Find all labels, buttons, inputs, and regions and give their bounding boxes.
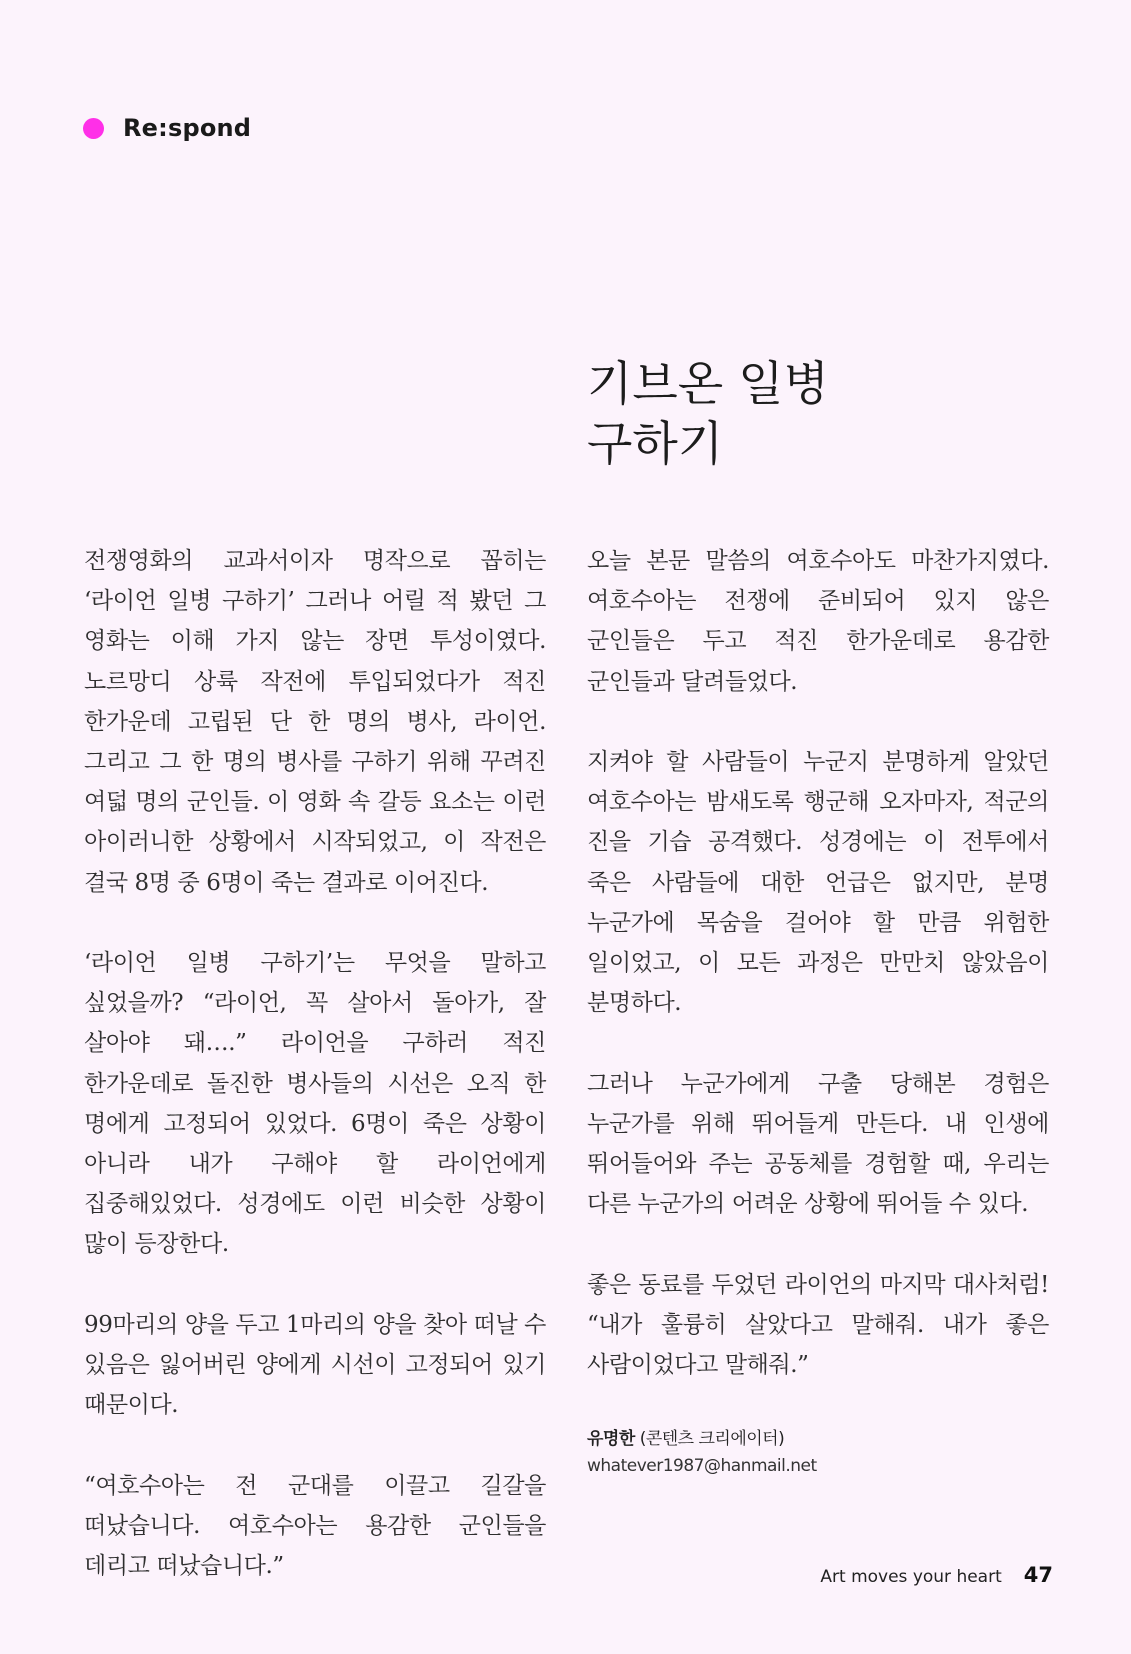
author-line (587, 1425, 1049, 1453)
body-paragraph: 오늘 본문 말씀의 여호수아도 마찬가지였다. 여호수아는 전쟁에 준비되어 있지 않은 군인들은 두고 적진 한가운데로 용감한 군인들과 달려들었다. (587, 548, 1049, 695)
author-role: (콘텐츠 크리에이터) (639, 1429, 785, 1450)
body-quote: “여호수아는 전 군대를 이끌고 길갈을 떠났습니다. 여호수아는 용감한 군인들을 데리고 떠났습니다.” (84, 1472, 546, 1580)
article-left-column (84, 541, 546, 1586)
author-name: 유명한 (587, 1429, 635, 1450)
body-paragraph: ‘라이언 일병 구하기’는 무엇을 말하고 싶었을까? “라이언, 꼭 살아서 돌아가, 잘 살아야 돼….” 라이언을 구하러 적진 한가운데로 돌진한 병사들의 시선은 오직 한 명에게 고정되어 있었다. 6명이 죽은 상황이 아니라 내가 구해야 할 라이언에게 집중해있었다. 성경에도 이런 비슷한 상황이 많이 등장한다. (84, 950, 546, 1258)
section-tag (83, 114, 251, 142)
author-byline (587, 1425, 1049, 1479)
body-paragraph: 지켜야 할 사람들이 누군지 분명하게 알았던 여호수아는 밤새도록 행군해 오자마자, 적군의 진을 기습 공격했다. 성경에는 이 전투에서 죽은 사람들에 대한 언급은 없지만, 분명 누군가에 목숨을 걸어야 할 만큼 위험한 일이었고, 이 모든 과정은 만만치 않았음이 분명하다. (587, 749, 1049, 1017)
author-email: whatever1987@hanmail.net (587, 1456, 817, 1477)
page-footer (820, 1563, 1053, 1587)
body-paragraph: 좋은 동료를 두었던 라이언의 마지막 대사처럼! “내가 훌륭히 살았다고 말해줘. 내가 좋은 사람이었다고 말해줘.” (587, 1271, 1049, 1379)
footer-tagline: Art moves your heart (820, 1567, 1002, 1587)
article-title-line-2: 구하기 (587, 417, 724, 472)
article-title (587, 355, 829, 475)
section-dot-icon (83, 118, 104, 139)
section-label: Re:spond (123, 114, 252, 142)
body-paragraph: 그러나 누군가에게 구출 당해본 경험은 누군가를 위해 뛰어들게 만든다. 내 인생에 뛰어들어와 주는 공동체를 경험할 때, 우리는 다른 누군가의 어려운 상황에 뛰어들 수 있다. (587, 1070, 1049, 1218)
page-number: 47 (1023, 1563, 1053, 1587)
article-right-column (587, 541, 1049, 1479)
article-title-line-1: 기브온 일병 (587, 357, 829, 412)
body-paragraph: 전쟁영화의 교과서이자 명작으로 꼽히는 ‘라이언 일병 구하기’ 그러나 어릴 적 봤던 그 영화는 이해 가지 않는 장면 투성이였다. 노르망디 상륙 작전에 투입되었다가 적진 한가운데 고립된 단 한 명의 병사, 라이언. 그리고 그 한 명의 병사를 구하기 위해 꾸려진 여덟 명의 군인들. 이 영화 속 갈등 요소는 이런 아이러니한 상황에서 시작되었고, 이 작전은 결국 8명 중 6명이 죽는 결과로 이어진다. (84, 548, 546, 896)
body-paragraph: 99마리의 양을 두고 1마리의 양을 찾아 떠날 수 있음은 잃어버린 양에게 시선이 고정되어 있기 때문이다. (84, 1311, 546, 1419)
